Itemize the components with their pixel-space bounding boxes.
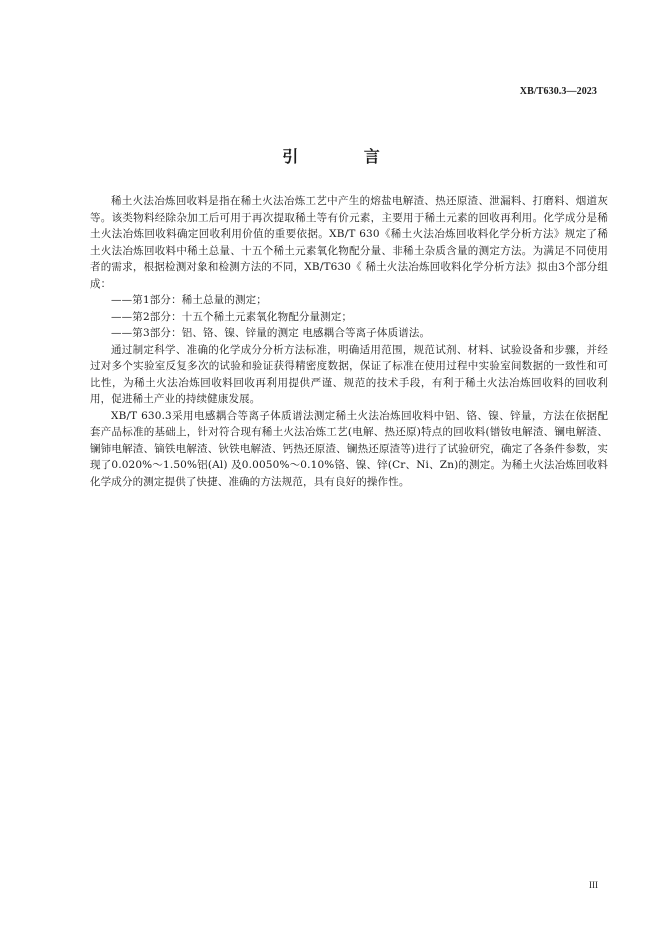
paragraph-method: XB/T 630.3采用电感耦合等离子体质谱法测定稀土火法冶炼回收料中铝、铬、镍、锌量，方法在依据配套产品标准的基础上，针对符合现有稀土火法冶炼工艺(电解、热还原)特点的回收料(镨钕电解渣、镧电解渣、镧铈电解渣、镝铁电解渣、钬铁电解渣、钙热还原渣、镧热还原渣等)进行了试验研究，确定了各条件参数，实现了0.020%～1.50%铝(Al) 及0.0050%～0.10%铬、镍、锌(Cr、Ni、Zn)的测定。为稀土火法冶炼回收料化学成分的测定提供了快捷、准确的方法规范，具有良好的操作性。 [90, 409, 608, 488]
page-title: 引 言 [282, 147, 410, 166]
list-item-part-2: ——第2部分：十五个稀土元素氧化物配分量测定； [111, 310, 353, 323]
document-body [90, 193, 608, 490]
paragraph-purpose: 通过制定科学、准确的化学成分分析方法标准，明确适用范围，规范试剂、材料、试验设备和步骤，并经过对多个实验室反复多次的试验和验证获得精密度数据，保证了标准在使用过程中实验室间数据的一致性和可比性，为稀土火法冶炼回收料回收再利用提供严谨、规范的技术手段，有利于稀土火法冶炼回收料的回收利用，促进稀土产业的持续健康发展。 [90, 343, 608, 405]
standard-code: XB/T630.3—2023 [519, 86, 597, 97]
list-item-part-3: ——第3部分：铝、铬、镍、锌量的测定 电感耦合等离子体质谱法。 [111, 327, 431, 339]
paragraph-intro: 稀土火法冶炼回收料是指在稀土火法冶炼工艺中产生的熔盐电解渣、热还原渣、泄漏料、打磨料、烟道灰等。该类物料经除杂加工后可用于再次提取稀土等有价元素，主要用于稀土元素的回收再利用。化学成分是稀土火法冶炼回收料确定回收利用价值的重要依据。XB/T 630《稀土火法冶炼回收料化学分析方法》规定了稀土火法冶炼回收料中稀土总量、十五个稀土元素氧化物配分量、非稀土杂质含量的测定方法。为满足不同使用者的需求，根据检测对象和检测方法的不同，XB/T630《 稀土火法冶炼回收料化学分析方法》拟由3个部分组成： [90, 195, 608, 290]
page-number: III [589, 880, 598, 890]
list-item-part-1: ——第1部分：稀土总量的测定； [111, 294, 267, 306]
